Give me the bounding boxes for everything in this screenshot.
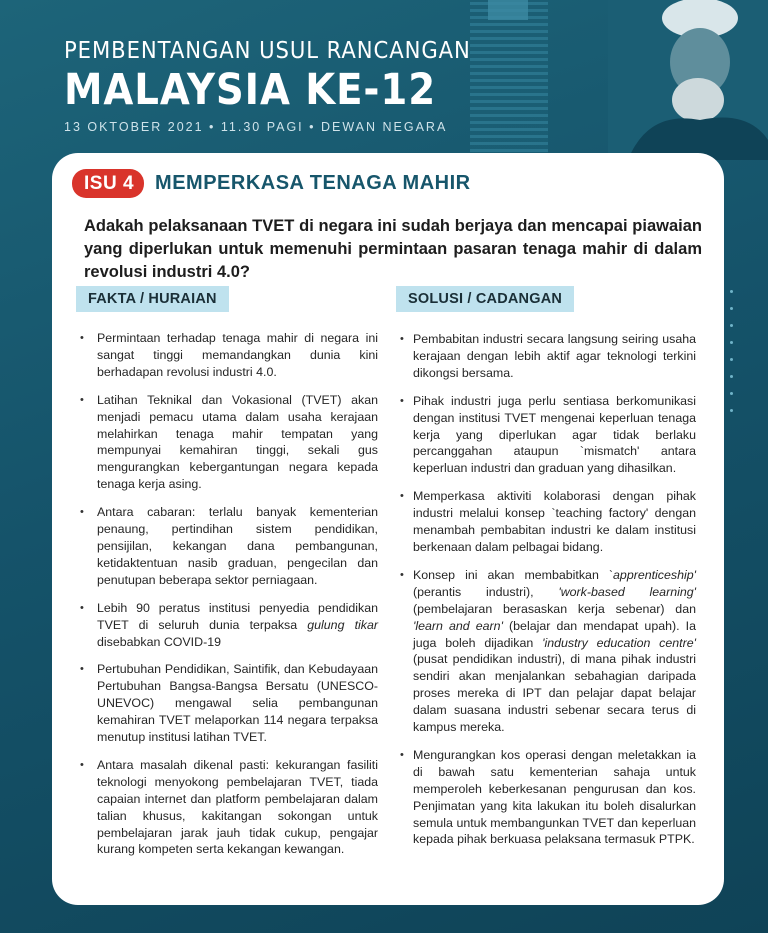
fact-item: • Pertubuhan Pendidikan, Saintifik, dan Kebudayaan Pertubuhan Bangsa-Bangsa Bersatu (UNESCO-UNEVOC) mengawal selia pembangunan kemahiran TVET melaporkan 114 negara terpaksa menutup institusi latihan TVET. [76, 661, 378, 746]
solution-item: • Memperkasa aktiviti kolaborasi dengan pihak industri melalui konsep `teaching factory' dengan menambah pembabitan industri ke dalam institusi berkenaan dalam pelbagai bidang. [396, 488, 696, 556]
header-subtitle: PEMBENTANGAN USUL RANCANGAN [64, 38, 471, 64]
issue-badge: ISU 4 [72, 169, 144, 198]
concept-term: 'industry education centre' [542, 635, 696, 650]
concept-text: (belajar dan mendapat upah). Ia juga boleh dijadikan [413, 618, 696, 650]
issue-heading [72, 169, 471, 198]
solution-item: • Pihak industri juga perlu sentiasa berkomunikasi dengan institusi TVET mengenai keperluan tenaga kerja yang diperlukan agar tidak berlaku percanggahan ataupun `mismatch' antara keperluan industri dan graduan yang dihasilkan. [396, 393, 696, 478]
concept-term: `apprenticeship' [608, 567, 696, 582]
concept-term: 'work-based learning' [558, 584, 696, 599]
solution-item-concept [396, 567, 696, 736]
parliament-tower-top [488, 0, 528, 20]
solution-item: • Pembabitan industri secara langsung seiring usaha kerajaan dengan lebih aktif agar teknologi terkini dikongsi bersama. [396, 331, 696, 382]
fact-item: • Antara masalah dikenal pasti: kekurangan fasiliti teknologi menyokong pembelajaran TVET, tiada capaian internet dan platform pembelajaran dalam talian khusus, kakitangan sokongan untuk pembelajaran jarak jauh tidak cukup, pengajar kurang kompeten serta kekangan kewangan. [76, 757, 378, 858]
solution-item: • Mengurangkan kos operasi dengan meletakkan ia di bawah satu kementerian sahaja untuk memperoleh keberkesanan pengurusan dan kos. Penjimatan yang kita lakukan itu boleh disalurkan semula untuk membangunkan TVET dan keperluan kepada pihak berkuasa pelaksana termasuk PTPK. [396, 747, 696, 848]
fact-item-covid [76, 600, 378, 651]
concept-text: (pusat pendidikan industri), di mana pihak industri sendiri akan menjalankan sebahagian daripada proses mereka di IPT dan pelajar dapat belajar dalam suasana industri sebenar secara terus di kampus mereka. [413, 652, 696, 735]
concept-text: (pembelajaran berasaskan kerja sebenar) dan [413, 601, 696, 616]
header [64, 38, 506, 134]
decorative-dots [730, 290, 754, 426]
header-date: 13 OKTOBER 2021 • 11.30 PAGI • DEWAN NEGARA [64, 120, 448, 134]
header-title: MALAYSIA KE-12 [64, 65, 437, 115]
solutions-heading: SOLUSI / CADANGAN [396, 286, 574, 312]
facts-column [76, 286, 378, 869]
solutions-column [396, 286, 696, 859]
fact-covid-prefix: Lebih 90 peratus institusi penyedia pendidikan TVET di seluruh dunia terpaksa [97, 600, 378, 632]
fact-item: • Antara cabaran: terlalu banyak kementerian penaung, pertindihan sistem pendidikan, pensijilan, kekangan dana pembangunan, ketidaktentuan nasib graduan, pengecilan dan penutupan beberapa sektor perniagaan. [76, 504, 378, 589]
facts-heading: FAKTA / HURAIAN [76, 286, 229, 312]
fact-item: • Permintaan terhadap tenaga mahir di negara ini sangat tinggi memandangkan dunia kini berhadapan revolusi industri 4.0. [76, 330, 378, 381]
fact-item: • Latihan Teknikal dan Vokasional (TVET) akan menjadi pemacu utama dalam usaha kerajaan melahirkan tenaga mahir tempatan yang mempunyai kemahiran tinggi, sekali gus mengurangkan kebergantungan negara kepada tenaga kerja asing. [76, 392, 378, 493]
fact-covid-suffix: disebabkan COVID-19 [97, 634, 221, 649]
issue-question: Adakah pelaksanaan TVET di negara ini sudah berjaya dan mencapai piawaian yang diperlukan untuk memenuhi permintaan pasaran tenaga mahir di dalam revolusi industri 4.0? [84, 217, 702, 281]
fact-covid-italic: gulung tikar [307, 617, 379, 632]
concept-text: Konsep ini akan membabitkan [413, 567, 609, 582]
issue-title: MEMPERKASA TENAGA MAHIR [155, 172, 471, 194]
content-card [52, 153, 724, 905]
speaker-photo [608, 0, 768, 160]
facts-list [76, 330, 378, 858]
concept-term: 'learn and earn' [413, 618, 503, 633]
solutions-list [396, 331, 696, 848]
concept-text: (perantis industri), [413, 584, 559, 599]
